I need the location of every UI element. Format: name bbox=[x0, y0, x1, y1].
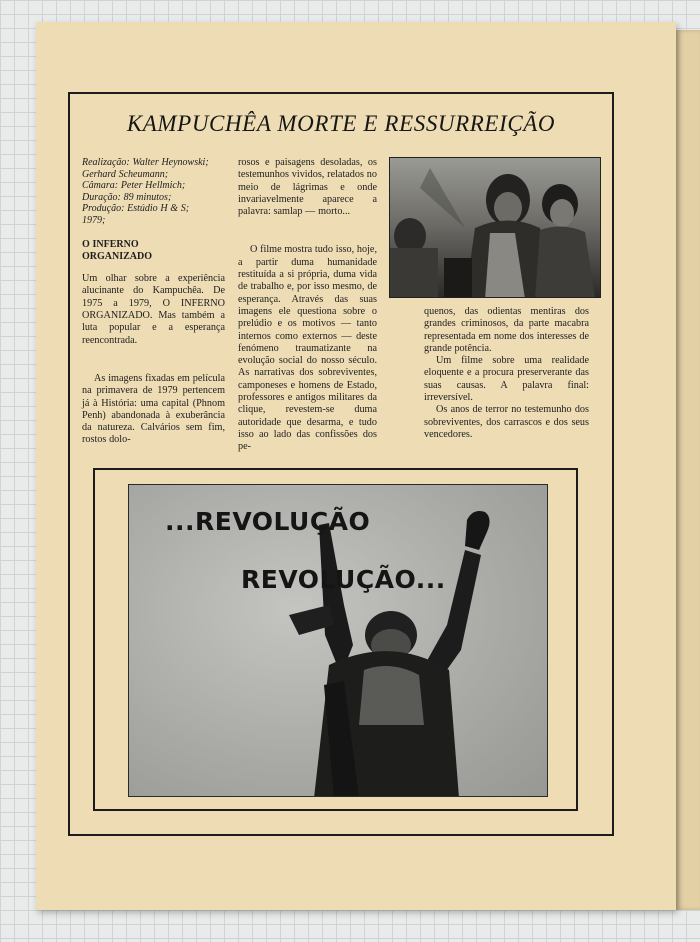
column-1 bbox=[82, 157, 225, 459]
credit-line: Gerhard Scheumann; bbox=[82, 168, 169, 180]
credit-line: Câmara: Peter Hellmich; bbox=[82, 180, 186, 192]
credit-line: Duração: 89 minutos; bbox=[82, 191, 172, 203]
poster-slogan-line-2: REVOLUÇÃO... bbox=[241, 565, 446, 594]
next-page-edge bbox=[676, 30, 700, 910]
poster-slogan-line-1: ...REVOLUÇÃO bbox=[165, 507, 371, 536]
column-2 bbox=[238, 157, 377, 466]
body-paragraph: quenos, das odientas mentiras dos grandes criminosos, da parte macabra representada em nome dos interesses de grande potência. bbox=[424, 306, 589, 354]
film-still-photo bbox=[389, 157, 601, 298]
credit-line: 1979; bbox=[82, 214, 106, 226]
revolution-poster bbox=[128, 484, 548, 797]
show-through-text bbox=[152, 792, 552, 810]
body-paragraph: O filme mostra tudo isso, hoje, a partir duma humanidade restituída a si própria, duma vida de trabalho e, por isso mesmo, de esperança. Através das suas imagens ele questiona sobre o prelúdio e os motivos — tanto internos como externos — deste fenómeno traumatizante na evolução social do nosso século. As narrativas dos sobreviventes, camponeses e homens de Estado, professores e antigos militares da clique, revestem-se duma autoridade que desarma, e tudo isso ao lado das confissões dos pe- bbox=[238, 244, 377, 453]
body-paragraph: As imagens fixadas em película na primavera de 1979 pertencem já à História: uma capital (Phnom Penh) abandonada à exuberância da natureza. Calvários sem fim, rostos dolo- bbox=[82, 372, 225, 446]
refugees-photo bbox=[390, 158, 601, 298]
film-credits bbox=[82, 157, 225, 227]
section-heading: O INFERNO ORGANIZADO bbox=[82, 238, 153, 262]
column-3 bbox=[424, 306, 589, 453]
credit-line: Produção: Estúdio H & S; bbox=[82, 203, 190, 215]
body-paragraph: rosos e paisagens desoladas, os testemunhos vividos, relatados no meio de lágrimas e onde invariavelmente aparece a palavra: samlap — morto... bbox=[238, 157, 377, 218]
article-title: KAMPUCHÊA MORTE E RESSURREIÇÃO bbox=[126, 111, 556, 136]
intro-paragraph: Um olhar sobre a experiência alucinante do Kampuchêa. De 1975 a 1979, O INFERNO ORGANIZADO. Mas também a luta popular e a esperança reencontrada. bbox=[82, 273, 225, 346]
body-paragraph: Um filme sobre uma realidade eloquente e a procura preserverante das suas causas. A palavra final: irreversível. bbox=[424, 355, 589, 404]
body-paragraph: Os anos de terror no testemunho dos sobreviventes, dos carrascos e dos seus vencedores. bbox=[424, 404, 589, 440]
credit-line: Realização: Walter Heynowski; bbox=[82, 157, 209, 168]
